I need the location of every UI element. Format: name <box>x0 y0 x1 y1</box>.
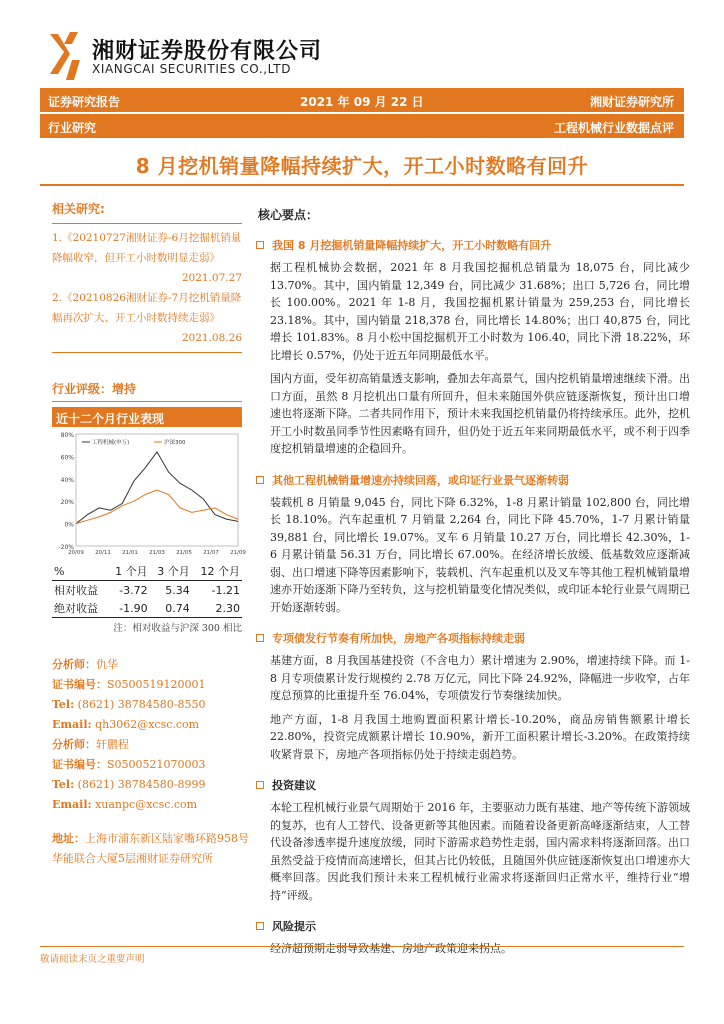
email-label: Email: <box>52 798 92 811</box>
x-tick-label: 21/09 <box>230 550 246 556</box>
cert-label: 证书编号： <box>52 758 107 771</box>
core-title: 核心要点： <box>258 208 319 222</box>
table-cell: 绝对收益 <box>52 599 107 618</box>
info-bar-bottom <box>40 114 684 138</box>
y-tick-label: 60% <box>60 454 74 462</box>
perf-table <box>52 562 242 618</box>
square-bullet-icon <box>256 476 264 484</box>
table-header-row <box>52 562 242 581</box>
related-date: 2021.08.26 <box>181 332 242 344</box>
section-heading: 投资建议 <box>256 777 690 793</box>
y-tick-label: 20% <box>60 499 74 507</box>
section-heading: 我国 8 月挖掘机销量降幅持续扩大，开工小时数略有回升 <box>256 237 690 253</box>
table-header-cell: % <box>52 562 107 581</box>
company-logo-icon <box>44 30 82 82</box>
square-bullet-icon <box>256 922 264 930</box>
rating-value: 增持 <box>112 382 137 396</box>
company-name-en: XIANGCAI SECURITIES CO.,LTD <box>92 62 292 76</box>
cert-number: S0500521070003 <box>107 758 206 771</box>
y-tick-label: 80% <box>60 432 74 439</box>
industry-rating <box>52 380 242 402</box>
y-tick-label: 40% <box>60 476 74 484</box>
x-tick-label: 21/01 <box>122 550 138 556</box>
cert-label: 证书编号： <box>52 678 107 691</box>
table-note: 注：相对收益与沪深 300 相比 <box>113 623 242 634</box>
paragraph: 据工程机械协会数据，2021 年 8 月我国挖掘机总销量为 18,075 台，同比减少 13.70%。其中，国内销量 12,349 台，同比减少 31.68%；出口 5,726 台，同比增长 100.00%。2021 年 1-8 月，我国挖掘机累计销量为 259,253 台，同比增长 23.18%。其中，国内销量 218,378 台，同比增长 14.80%；出口 40,875 台，同比增长 101.83%。8 月小松中国挖掘机开工小时数为 106.40，同比下滑 18.22%，环比增长 0.57%，仍处于近五年同期最低水平。 <box>270 261 690 362</box>
table-cell: 2.30 <box>192 599 242 618</box>
square-bullet-icon <box>256 781 264 789</box>
x-tick-label: 21/03 <box>149 550 165 556</box>
tel-label: Tel: <box>52 698 75 711</box>
report-subject: 工程机械行业数据点评 <box>553 121 674 135</box>
table-row <box>52 599 242 618</box>
table-header-cell: 12 个月 <box>192 562 242 581</box>
analyst-info <box>52 655 252 869</box>
report-header <box>44 30 684 82</box>
paragraph: 装载机 8 月销量 9,045 台，同比下降 6.32%，1-8 月累计销量 102,800 台，同比增长 18.10%。汽车起重机 7 月销量 2,264 台，同比下降 45.70%，1-7 月累计销量 39,881 台，同比增长 19.07%。叉车 6 月销量 10.27 万台，同比增长 42.30%，1-6 月累计销量 56.31 万台，同比增长 67.00%。在经济增长放缓、低基数效应逐渐减弱、出口增速下降等因素影响下，装载机、汽车起重机以及叉车等其他工程机械销量增速亦开始逐渐下降乃至转负，这与挖机销量变化情况类似，或印证本轮行业景气周期已开始逐渐转弱。 <box>270 495 690 614</box>
paragraph: 经济超预期走弱导致基建、房地产政策迎来拐点。 <box>270 942 512 955</box>
square-bullet-icon <box>256 634 264 642</box>
paragraph: 国内方面，受年初高销量透支影响，叠加去年高景气，国内挖机销量增速继续下滑。出口方面，虽然 8 月挖机出口量有所回升，但未来随国外供应链逐渐恢复，预计出口增速也将逐渐下降。二者共同作用下，预计未来我国挖机销量仍将持续承压。此外，挖机开工小时数虽同季节性因素略有回升，但仍处于近五年来同期最低水平，或不利于四季度挖机销量增速的企稳回升。 <box>270 372 690 455</box>
related-label: 相关研究: <box>52 202 105 216</box>
section-heading: 其他工程机械销量增速亦持续回落，或印证行业景气逐渐转弱 <box>256 472 690 488</box>
table-cell: -1.90 <box>107 599 149 618</box>
paragraph: 基建方面，8 月我国基建投资（不含电力）累计增速为 2.90%，增速持续下降。而 1-8 月专项债累计发行规模约 2.78 万亿元，同比下降 24.92%，降幅进一步收窄，占年度总预算的比重提升至 76.04%，专项债发行节奏继续加快。 <box>270 654 690 702</box>
info-bar-top <box>40 88 684 112</box>
table-header-cell: 3 个月 <box>150 562 192 581</box>
divider <box>40 184 684 186</box>
company-name-cn: 湘财证券股份有限公司 <box>92 39 323 64</box>
section-heading: 风险提示 <box>256 918 690 934</box>
main-content <box>256 206 690 958</box>
related-item[interactable]: 1.《20210727湘财证券-6月挖掘机销量降幅收窄，但开工小时数明显走弱》 <box>52 232 242 264</box>
y-tick-label: 0% <box>64 521 74 529</box>
email-link[interactable]: xuanpc@xcsc.com <box>95 798 198 811</box>
cert-number: S0500519120001 <box>107 678 206 691</box>
legend-label: 工程机械(申万) <box>92 440 130 446</box>
table-cell: -3.72 <box>119 583 148 597</box>
related-item[interactable]: 2.《20210826湘财证券-7月挖机销量降幅再次扩大、开工小时数持续走弱》 <box>52 292 242 324</box>
perf-chart <box>52 428 246 560</box>
research-category: 行业研究 <box>48 121 97 135</box>
tel-number: (8621) 38784580-8999 <box>77 778 206 791</box>
footer-disclaimer: 敬请阅读末页之重要声明 <box>40 946 684 965</box>
series-line <box>76 490 238 524</box>
table-row <box>52 581 242 600</box>
section-heading: 专项债发行节奏有所加快，房地产各项指标持续走弱 <box>256 630 690 646</box>
y-tick-label: -20% <box>58 544 74 551</box>
perf-chart-title: 近十二个月行业表现 <box>52 407 242 427</box>
institute-name: 湘财证券研究所 <box>589 95 674 109</box>
paragraph: 地产方面，1-8 月我国土地购置面积累计增长-10.20%，商品房销售额累计增长 22.80%，投资完成额累计增长 10.90%，新开工面积累计增长-3.20%。在政策持续收紧背景下，房地产各项指标仍处于持续走弱趋势。 <box>270 712 690 761</box>
series-line <box>76 452 238 524</box>
tel-label: Tel: <box>52 778 75 791</box>
email-link[interactable]: qh3062@xcsc.com <box>95 718 200 731</box>
rating-label: 行业评级： <box>52 382 113 396</box>
sidebar-related <box>52 200 242 353</box>
related-list <box>52 223 242 353</box>
x-tick-label: 20/09 <box>68 550 84 556</box>
table-cell: 5.34 <box>165 583 190 597</box>
analyst-name: 仇华 <box>96 658 118 671</box>
tel-number: (8621) 38784580-8550 <box>77 698 206 711</box>
square-bullet-icon <box>256 241 264 249</box>
email-label: Email: <box>52 718 92 731</box>
analyst-name: 轩鹏程 <box>96 738 129 751</box>
report-type: 证券研究报告 <box>48 95 121 109</box>
x-tick-label: 21/05 <box>176 550 192 556</box>
x-tick-label: 21/07 <box>203 550 219 556</box>
table-header-cell: 1 个月 <box>107 562 149 581</box>
table-cell: -1.21 <box>211 583 240 597</box>
paragraph: 本轮工程机械行业景气周期始于 2016 年，主要驱动力既有基建、地产等传统下游领域的复苏，也有人工替代、设备更新等其他因素。而随着设备更新高峰逐渐结束，人工替代设备渗透率提升速度放缓，同时下游需求趋势性走弱，国内需求料将逐渐回落。出口虽然受益于疫情而高速增长，但其占比仍较低，且随国外供应链逐渐恢复出口增速亦大概率回落。因此我们预计未来工程机械行业需求将逐渐回归正常水平，维持行业“增持”评级。 <box>270 801 690 902</box>
related-date: 2021.07.27 <box>181 272 242 284</box>
table-cell: 相对收益 <box>54 584 98 597</box>
address-label: 地址： <box>52 832 85 845</box>
address <box>52 829 252 869</box>
table-cell: 0.74 <box>150 599 192 618</box>
page-title: 8 月挖机销量降幅持续扩大，开工小时数略有回升 <box>135 154 589 178</box>
x-tick-label: 20/11 <box>95 550 111 556</box>
address-text: 上海市浦东新区陆家嘴环路958号华能联合大厦5层湘财证券研究所 <box>52 832 249 865</box>
report-date: 2021 年 09 月 22 日 <box>300 95 424 109</box>
analyst-role: 分析师： <box>52 658 96 671</box>
legend-label: 沪深300 <box>164 440 186 446</box>
analyst-role: 分析师： <box>52 738 96 751</box>
